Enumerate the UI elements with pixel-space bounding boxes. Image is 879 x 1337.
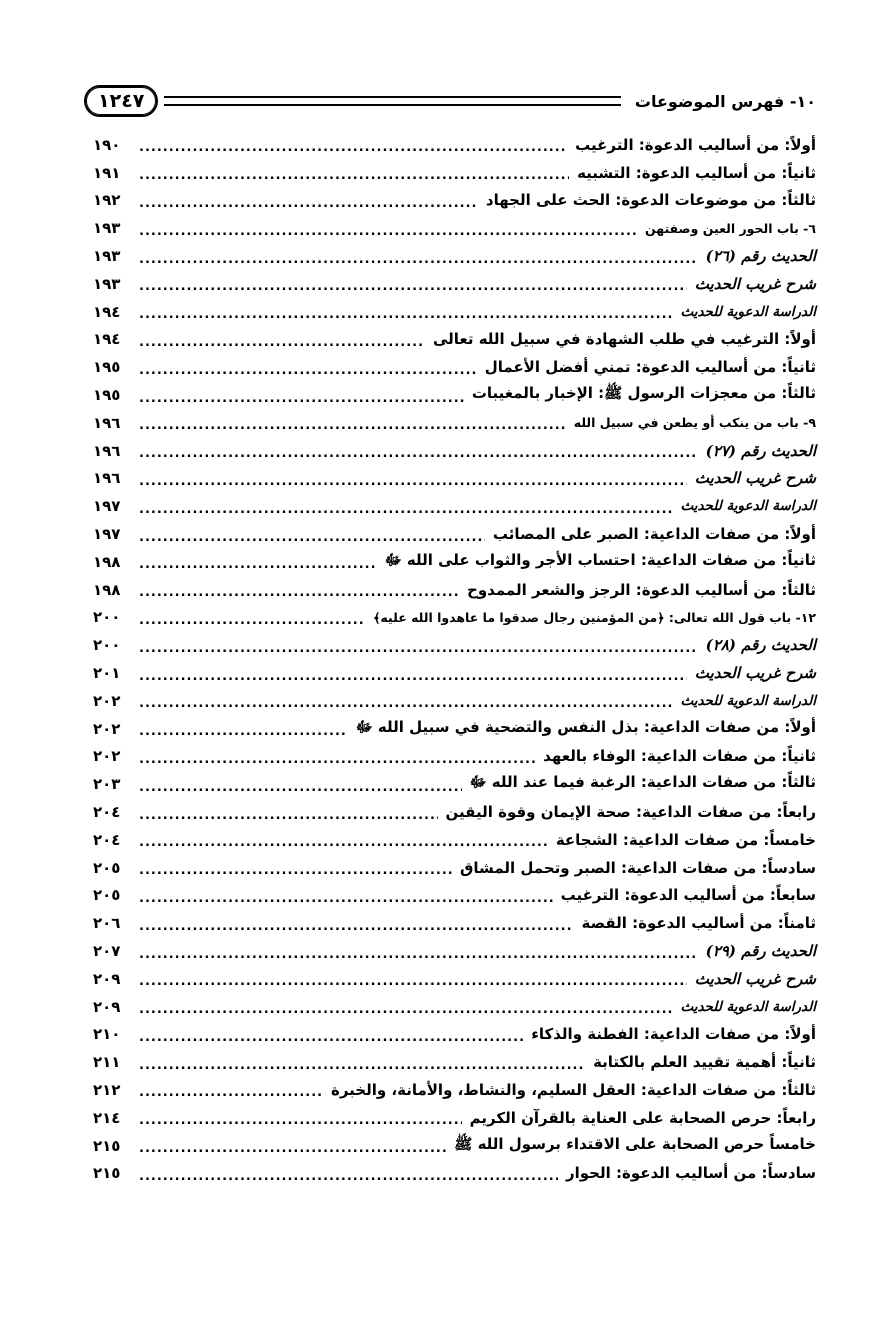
toc-entry-title: أولاً: الترغيب في طلب الشهادة في سبيل الله تعالى xyxy=(432,330,816,349)
dot-leader xyxy=(139,475,687,488)
toc-entry-page: ٢٠٥ xyxy=(93,858,121,877)
toc-entry-page: ١٩٣ xyxy=(93,219,121,238)
toc-entry-page: ٢١٥ xyxy=(93,1164,121,1183)
toc-entry xyxy=(93,798,816,826)
toc-entry-page: ٢٠٦ xyxy=(93,914,121,933)
dot-leader xyxy=(139,1142,446,1155)
toc-entry-title: أولاً: من أساليب الدعوة: الترغيب xyxy=(575,135,816,154)
toc-entry xyxy=(93,353,816,381)
toc-entry-title: ثالثاً: من صفات الداعية: الرغبة فيما عند الله ﷻ xyxy=(469,773,816,792)
toc-entry xyxy=(93,937,816,965)
toc-entry-title: ٦- باب الحور العين وصفتهن xyxy=(644,220,816,236)
toc-entry-title: ١٢- باب قول الله تعالى: ﴿من المؤمنين رجال صدقوا ما عاهدوا الله عليه﴾ xyxy=(373,609,816,625)
toc-entry-title: خامساً حرص الصحابة على الاقتداء برسول الله ﷺ xyxy=(454,1134,816,1153)
toc-entry-title: شرح غريب الحديث xyxy=(694,664,816,683)
toc-entry xyxy=(93,381,816,409)
toc-entry-page: ٢٠٢ xyxy=(93,691,121,710)
toc-entry-page: ١٩٨ xyxy=(93,580,121,599)
dot-leader xyxy=(139,809,438,822)
page-header xyxy=(84,84,816,118)
toc-entry xyxy=(93,409,816,437)
toc-entry-page: ٢٠٢ xyxy=(93,719,121,738)
toc-entry-page: ١٩٥ xyxy=(93,358,121,377)
toc-entry-page: ٢١١ xyxy=(93,1053,121,1072)
toc-entry-title: شرح غريب الحديث xyxy=(694,969,816,988)
toc-entry-page: ١٩١ xyxy=(93,163,121,182)
dot-leader xyxy=(139,725,348,738)
toc-entry xyxy=(93,882,816,910)
toc-entry-page: ١٩٥ xyxy=(93,386,121,405)
dot-leader xyxy=(139,419,566,432)
dot-leader xyxy=(139,364,477,377)
toc-entry-page: ١٩٦ xyxy=(93,413,121,432)
toc-entry xyxy=(93,492,816,520)
dot-leader xyxy=(139,697,672,710)
dot-leader xyxy=(139,503,672,516)
toc-entry-title: سادساً: من صفات الداعية: الصبر وتحمل المشاق xyxy=(460,858,816,877)
toc-entry xyxy=(93,743,816,771)
toc-entry xyxy=(93,604,816,632)
dot-leader xyxy=(139,864,452,877)
dot-leader xyxy=(139,670,687,683)
toc-entry-page: ٢٠٠ xyxy=(93,636,121,655)
toc-entry xyxy=(93,159,816,187)
dot-leader xyxy=(139,586,459,599)
toc-entry-title: ٩- باب من ينكب أو يطعن في سبيل الله xyxy=(573,415,816,431)
toc-entry-title: الدراسة الدعوية للحديث xyxy=(680,498,816,515)
page-number-badge: ١٢٤٧ xyxy=(84,85,158,117)
toc-entry xyxy=(93,270,816,298)
toc-entry-page: ٢١٥ xyxy=(93,1136,121,1155)
toc-entry-title: الحديث رقم (٢٨) xyxy=(705,636,816,655)
toc-entry xyxy=(93,131,816,159)
dot-leader xyxy=(139,1086,323,1099)
toc-entry xyxy=(93,214,816,242)
toc-entry xyxy=(93,437,816,465)
toc-entry xyxy=(93,965,816,993)
toc-entry-page: ١٩٧ xyxy=(93,525,121,544)
toc-entry xyxy=(93,298,816,326)
dot-leader xyxy=(139,642,698,655)
toc-entry-page: ١٩٦ xyxy=(93,469,121,488)
toc-entry-title: أولاً: من صفات الداعية: الصبر على المصائب xyxy=(492,525,816,544)
toc-entry-title: ثانياً: من صفات الداعية: احتساب الأجر والثواب على الله ﷻ xyxy=(384,550,816,569)
toc-entry-title: أولاً: من صفات الداعية: بذل النفس والتضحية في سبيل الله ﷻ xyxy=(355,717,816,736)
toc-entry-title: سابعاً: من أساليب الدعوة: الترغيب xyxy=(560,886,816,905)
toc-entry xyxy=(93,659,816,687)
toc-entry-page: ١٩٤ xyxy=(93,302,121,321)
toc-entry xyxy=(93,520,816,548)
toc-entry-title: ثالثاً: من معجزات الرسول ﷺ: الإخبار بالمغيبات xyxy=(471,384,816,403)
dot-leader xyxy=(139,753,535,766)
dot-leader xyxy=(139,836,548,849)
toc-entry xyxy=(93,631,816,659)
toc-entry-title: الحديث رقم (٢٦) xyxy=(705,247,816,266)
toc-entry-page: ٢٠٠ xyxy=(93,608,121,627)
toc-entry-page: ٢٠٤ xyxy=(93,803,121,822)
dot-leader xyxy=(139,197,478,210)
toc-entry-title: شرح غريب الحديث xyxy=(694,469,816,488)
toc-entry-page: ١٩٨ xyxy=(93,552,121,571)
toc-entry-title: الدراسة الدعوية للحديث xyxy=(680,303,816,320)
toc-entry xyxy=(93,715,816,743)
dot-leader xyxy=(139,892,553,905)
toc-entry xyxy=(93,1048,816,1076)
dot-leader xyxy=(139,141,567,154)
dot-leader xyxy=(139,1003,672,1016)
toc-entry xyxy=(93,242,816,270)
dot-leader xyxy=(139,558,377,571)
toc-entry-page: ٢٠٧ xyxy=(93,942,121,960)
toc-entry-page: ٢٠١ xyxy=(93,664,121,683)
toc-entry-page: ١٩٠ xyxy=(93,135,121,154)
toc-entry-title: شرح غريب الحديث xyxy=(694,274,816,293)
toc-entry-title: ثالثاً: من أساليب الدعوة: الرجز والشعر الممدوح xyxy=(467,580,816,599)
toc-entry-page: ٢٠٣ xyxy=(93,775,121,794)
dot-leader xyxy=(139,614,365,627)
toc-entry-title: الدراسة الدعوية للحديث xyxy=(680,692,816,709)
toc-entry-title: ثانياً: من أساليب الدعوة: التشبيه xyxy=(577,163,816,182)
toc-entry-title: ثانياً: من أساليب الدعوة: تمني أفضل الأعمال xyxy=(484,358,816,377)
toc-entry-title: الحديث رقم (٢٩) xyxy=(705,942,816,960)
dot-leader xyxy=(139,280,687,293)
toc-entry-page: ١٩٢ xyxy=(93,191,121,210)
toc-entry xyxy=(93,1076,816,1104)
toc-entry xyxy=(93,770,816,798)
dot-leader xyxy=(139,253,698,266)
toc-entry-page: ١٩٣ xyxy=(93,247,121,266)
toc-entry-title: ثانياً: أهمية تقييد العلم بالكتابة xyxy=(593,1053,816,1072)
section-title: ١٠- فهرس الموضوعات xyxy=(634,91,816,111)
toc-entry-title: رابعاً: من صفات الداعية: صحة الإيمان وقوة اليقين xyxy=(445,803,816,822)
dot-leader xyxy=(139,169,569,182)
dot-leader xyxy=(139,392,464,405)
dot-leader xyxy=(139,1170,558,1183)
toc-entry xyxy=(93,548,816,576)
dot-leader xyxy=(139,920,573,933)
toc-entry-title: ثانياً: من صفات الداعية: الوفاء بالعهد xyxy=(543,747,816,766)
toc-entry-title: ثالثاً: من صفات الداعية: العقل السليم، والنشاط، والأمانة، والخبرة xyxy=(330,1080,816,1099)
dot-leader xyxy=(139,1114,462,1127)
header-rule xyxy=(164,96,620,106)
toc-entry-title: ثامناً: من أساليب الدعوة: القصة xyxy=(581,914,816,933)
toc-entry-page: ٢٠٤ xyxy=(93,830,121,849)
toc-entry xyxy=(93,854,816,882)
dot-leader xyxy=(139,308,672,321)
dot-leader xyxy=(139,1031,523,1044)
dot-leader xyxy=(139,225,637,238)
toc-entry xyxy=(93,326,816,354)
dot-leader xyxy=(139,531,485,544)
toc-entry-title: رابعاً: حرص الصحابة على العناية بالقرآن الكريم xyxy=(469,1108,816,1127)
toc-entry-page: ١٩٧ xyxy=(93,497,121,516)
dot-leader xyxy=(139,336,425,349)
toc-entry-page: ١٩٦ xyxy=(93,441,121,460)
toc-entry-page: ٢١٤ xyxy=(93,1108,121,1127)
toc-entry-page: ٢١٢ xyxy=(93,1080,121,1099)
toc-entry-page: ٢٠٥ xyxy=(93,886,121,905)
table-of-contents xyxy=(93,131,816,1187)
toc-entry-title: الدراسة الدعوية للحديث xyxy=(680,998,816,1015)
toc-entry-page: ٢٠٩ xyxy=(93,997,121,1016)
toc-entry xyxy=(93,187,816,215)
dot-leader xyxy=(139,948,698,961)
toc-entry xyxy=(93,1104,816,1132)
toc-entry-page: ٢١٠ xyxy=(93,1025,121,1044)
dot-leader xyxy=(139,1059,585,1072)
dot-leader xyxy=(139,781,462,794)
toc-entry-title: خامساً: من صفات الداعية: الشجاعة xyxy=(555,830,816,849)
toc-entry xyxy=(93,993,816,1021)
toc-entry-page: ٢٠٩ xyxy=(93,969,121,988)
toc-entry xyxy=(93,687,816,715)
toc-entry xyxy=(93,909,816,937)
toc-entry-title: أولاً: من صفات الداعية: الفطنة والذكاء xyxy=(531,1025,816,1044)
toc-entry xyxy=(93,1132,816,1160)
toc-entry xyxy=(93,576,816,604)
dot-leader xyxy=(139,447,698,460)
toc-entry xyxy=(93,465,816,493)
toc-entry xyxy=(93,826,816,854)
toc-entry-title: سادساً: من أساليب الدعوة: الحوار xyxy=(565,1164,816,1183)
toc-entry-title: الحديث رقم (٢٧) xyxy=(705,441,816,460)
toc-entry-page: ١٩٤ xyxy=(93,330,121,349)
toc-entry-page: ١٩٣ xyxy=(93,274,121,293)
toc-entry-title: ثالثاً: من موضوعات الدعوة: الحث على الجهاد xyxy=(485,191,816,210)
toc-entry-page: ٢٠٢ xyxy=(93,747,121,766)
toc-entry xyxy=(93,1021,816,1049)
dot-leader xyxy=(139,975,687,988)
toc-entry xyxy=(93,1159,816,1187)
